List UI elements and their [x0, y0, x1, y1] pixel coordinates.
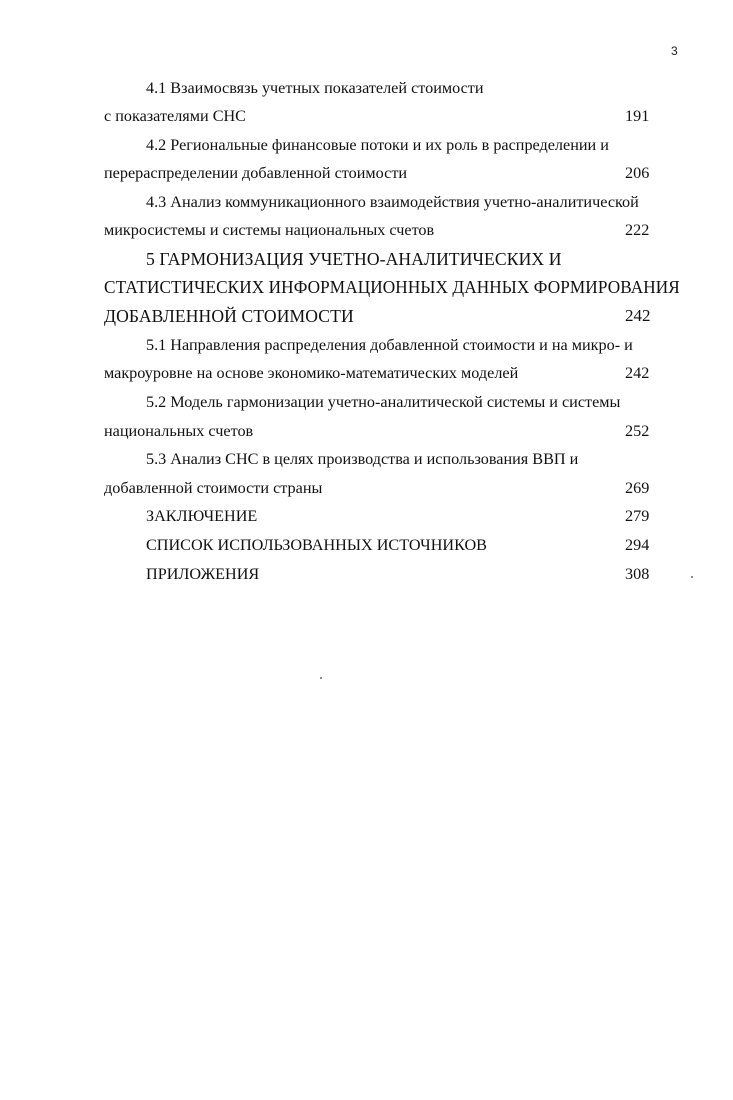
- toc-entry-5-3-line-1: [0, 445, 733, 473]
- toc-page-number: 308: [625, 565, 650, 583]
- toc-entry-appendices: [0, 560, 733, 588]
- toc-page-number: 206: [625, 164, 650, 182]
- scan-speck: [320, 677, 322, 679]
- toc-entry-text: 4.3 Анализ коммуникационного взаимодействия учетно-аналитической: [146, 193, 639, 211]
- toc-page-number: 269: [625, 479, 650, 497]
- toc-entry-4-2-line-2: [0, 159, 733, 187]
- toc-chapter-text: 5 ГАРМОНИЗАЦИЯ УЧЕТНО-АНАЛИТИЧЕСКИХ И: [146, 249, 562, 269]
- toc-entry-text: микросистемы и системы национальных счетов: [104, 221, 435, 239]
- toc-entry-5-3-line-2: [0, 474, 733, 502]
- toc-page-number: 242: [625, 306, 651, 325]
- toc-entry-text: макроуровне на основе экономико-математических моделей: [104, 364, 519, 382]
- toc-entry-text: 4.1 Взаимосвязь учетных показателей стоимости: [146, 79, 484, 97]
- toc-entry-5-1-line-1: [0, 331, 733, 359]
- toc-chapter-5-line-2: [0, 273, 733, 301]
- toc-entry-text: 5.1 Направления распределения добавленной стоимости и на микро- и: [146, 336, 633, 354]
- page-number: 3: [671, 44, 678, 58]
- toc-page-number: 279: [625, 507, 650, 525]
- toc-entry-4-2-line-1: [0, 131, 733, 159]
- toc-entry-4-1-line-2: [0, 102, 733, 130]
- toc-chapter-5-line-1: [0, 245, 733, 273]
- toc-chapter-text: ДОБАВЛЕННОЙ СТОИМОСТИ: [104, 306, 354, 326]
- toc-entry-text: ПРИЛОЖЕНИЯ: [146, 565, 260, 583]
- toc-entry-5-2-line-2: [0, 417, 733, 445]
- toc-entry-text: с показателями СНС: [104, 107, 246, 125]
- toc-entry-text: добавленной стоимости страны: [104, 479, 323, 497]
- toc-entry-conclusion: [0, 502, 733, 530]
- toc-entry-5-2-line-1: [0, 388, 733, 416]
- toc-entry-text: 4.2 Региональные финансовые потоки и их роль в распределении и: [146, 136, 609, 154]
- toc-entry-4-3-line-1: [0, 188, 733, 216]
- toc-page-number: 191: [625, 107, 650, 125]
- toc-entry-5-1-line-2: [0, 359, 733, 387]
- scan-speck: [691, 576, 693, 578]
- toc-entry-text: ЗАКЛЮЧЕНИЕ: [146, 507, 258, 525]
- toc-entry-text: национальных счетов: [104, 422, 254, 440]
- toc-entry-references: [0, 531, 733, 559]
- toc-entry-4-3-line-2: [0, 216, 733, 244]
- toc-entry-text: 5.2 Модель гармонизации учетно-аналитической системы и системы: [146, 393, 621, 411]
- toc-page-number: 222: [625, 221, 650, 239]
- toc-page-number: 252: [625, 422, 650, 440]
- toc-entry-4-1-line-1: [0, 74, 733, 102]
- toc-entry-text: перераспределении добавленной стоимости: [104, 164, 408, 182]
- toc-entry-text: СПИСОК ИСПОЛЬЗОВАННЫХ ИСТОЧНИКОВ: [146, 536, 487, 554]
- toc-chapter-5-line-3: [0, 302, 733, 330]
- toc-page-number: 242: [625, 364, 650, 382]
- toc-chapter-text: СТАТИСТИЧЕСКИХ ИНФОРМАЦИОННЫХ ДАННЫХ ФОРМИРОВАНИЯ: [104, 277, 680, 297]
- toc-entry-text: 5.3 Анализ СНС в целях производства и использования ВВП и: [146, 450, 579, 468]
- toc-page-number: 294: [625, 536, 650, 554]
